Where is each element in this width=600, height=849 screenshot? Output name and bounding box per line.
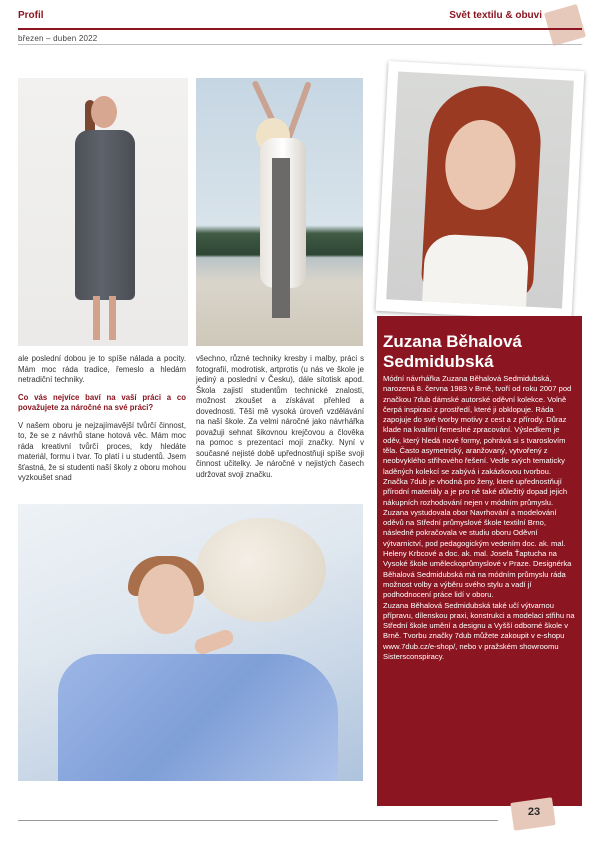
header-rule xyxy=(18,44,582,45)
model-grey-drape xyxy=(272,158,290,318)
photo-blue-fabric xyxy=(18,504,363,781)
issue-date: březen – duben 2022 xyxy=(18,34,98,43)
article-paragraph: ale poslední dobou je to spíše nálada a pocity. Mám moc ráda tradice, řemeslo a hledám netradiční techniky. xyxy=(18,354,186,384)
model-leg-left xyxy=(93,296,100,340)
article-column-2 xyxy=(196,354,364,487)
model-head xyxy=(91,96,117,128)
blue-fabric xyxy=(58,654,338,781)
model-figure xyxy=(73,96,133,342)
bio-text xyxy=(383,374,575,662)
bio-paragraph: Zuzana vystudovala obor Navrhování a modelování oděvů na Střední průmyslové škole textilní Brno, následně pokračovala ve studiu oboru Oděvní výtvarnictví, pod pedagogickým vedením doc. ak. mal. Heleny Krbcové a doc. ak. mal. Josefa Ťaptucha na Vysoké škole uměleckoprůmyslové v Praze. Designérka Běhalová Sedmidubská má na módním průmyslu ráda možnost volby a výběru svého stylu a vadí jí podhodnocení práce lidí v oboru. xyxy=(383,507,572,600)
portrait-top xyxy=(422,233,530,308)
footer-rule xyxy=(18,820,498,821)
header-rule-accent xyxy=(18,28,582,30)
bio-title xyxy=(383,332,577,372)
article-paragraph: V našem oboru je nejzajímavější tvůrčí činnost, to, že se z návrhů stane hotová věc. Mám moc ráda kreativní tvůrčí proces, kdy hledáte materiál, formu i tvar. To platí i u studentů. Jsem šťastná, že si studenti naší školy z oboru mohou vyzkoušet snad xyxy=(18,420,186,482)
model-leg-right xyxy=(109,296,116,340)
bio-title-line2: Sedmidubská xyxy=(383,352,494,371)
article-paragraph: všechno, různé techniky kresby i malby, práci s fotografií, modrotisk, artprotis (u nás ve škole je jediný a poslední v Česku), dále sítotisk apod. Škola zajistí studentům technické znalosti, možnost zkoušet a získávat přehled a dovednosti. Těší mě vysoká úroveň vzdělávání na naší škole. Za velmi náročné jako návrhářka považuji sehnat šikovnou krejčovou a člověka na pomoc s prezentací mojí značky. Nyní v současné nejisté době upřednostňuji spíše svoji činnost učitelky. Je náročné v nejistých časech udržovat svoji značku. xyxy=(196,354,364,479)
grey-dress xyxy=(75,130,135,300)
photo-grey-dress xyxy=(18,78,188,346)
portrait-frame xyxy=(376,61,585,321)
designer-portrait xyxy=(386,72,574,309)
article-column-1 xyxy=(18,354,186,491)
interview-question: Co vás nejvíce baví na vaší práci a co považujete za náročné na své práci? xyxy=(18,392,186,412)
knitted-cushion xyxy=(196,518,326,622)
corner-tab-decoration xyxy=(544,4,586,46)
magazine-title: Svět textilu & obuvi xyxy=(449,10,542,21)
bio-paragraph: Módní návrhářka Zuzana Běhalová Sedmidubská, narozená 8. června 1983 v Brně, tvoří od roku 2007 pod značkou 7dub dámské autorské oděvní kolekce. Volně čerpá inspiraci z prostředí, které ji obklopuje. Ráda zapojuje do své tvorby motivy z cest a z přírody. Důraz klade na kvalitní řemeslné zpracování. Výsledkem je oděv, který hledá nové formy, pohrává si s tvaroslovím těla. Často asymetrický, aranžovaný, vytvořený z neobvyklého střihového řešení. Vedle svých tematicky laděných kolekcí se zabývá i zakázkovou tvorbou. Značka 7dub je vhodná pro ženy, které upřednostňují přírodní materiály a je pro ně také důležitý dopad jejich nákupních rozhodování nejen v módním průmyslu. xyxy=(383,374,572,507)
bio-sidebar xyxy=(377,316,582,806)
model-face xyxy=(138,564,194,634)
page-number: 23 xyxy=(527,806,541,818)
model-hand xyxy=(192,628,235,657)
photo-beach-model xyxy=(196,78,363,346)
bio-paragraph: Zuzana Běhalová Sedmidubská také učí výtvarnou přípravu, dílenskou praxi, konstrukci a modelaci střihu na Střední škole umění a designu a Vyšší odborné škole v Brně. Tvorbu značky 7dub můžete zakoupit v e-shopu www.7dub.cz/e-shop/, nebo v pražském showroomu Sistersconspiracy. xyxy=(383,600,575,662)
bio-title-line1: Zuzana Běhalová xyxy=(383,332,522,351)
section-label: Profil xyxy=(18,10,44,21)
